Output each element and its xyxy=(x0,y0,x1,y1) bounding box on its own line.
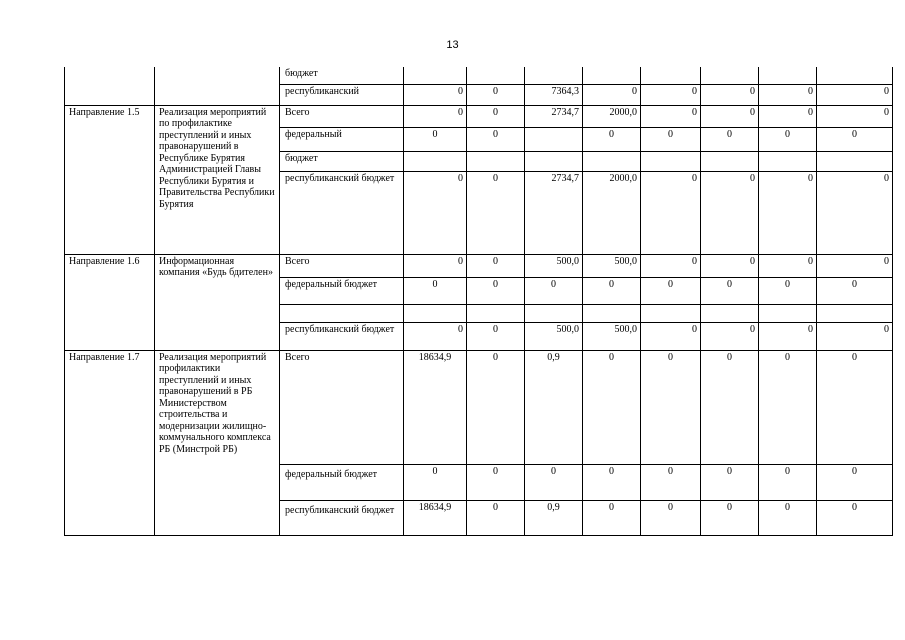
value-cell: 0 xyxy=(583,500,641,535)
direction-cell: Направление 1.6 xyxy=(65,254,155,350)
value-cell: 500,0 xyxy=(525,254,583,277)
value-cell: 0 xyxy=(467,322,525,350)
value-cell: 0 xyxy=(583,127,641,151)
value-cell: 0 xyxy=(701,105,759,127)
direction-cell: Направление 1.7 xyxy=(65,350,155,535)
value-cell: 18634,9 xyxy=(404,350,467,464)
value-cell: 0 xyxy=(817,500,893,535)
value-cell xyxy=(817,304,893,322)
value-cell: 0 xyxy=(467,350,525,464)
value-cell: 0 xyxy=(525,277,583,304)
value-cell: 0 xyxy=(817,350,893,464)
value-cell: 0 xyxy=(817,322,893,350)
value-cell: 18634,9 xyxy=(404,500,467,535)
table-row xyxy=(65,254,893,277)
value-cell xyxy=(759,67,817,84)
value-cell: 0 xyxy=(641,464,701,500)
value-cell: 0 xyxy=(467,105,525,127)
budget-table xyxy=(64,67,893,536)
value-cell: 0 xyxy=(467,464,525,500)
value-cell xyxy=(817,151,893,171)
value-cell: 0 xyxy=(759,127,817,151)
value-cell: 0 xyxy=(641,500,701,535)
value-cell: 0 xyxy=(641,127,701,151)
value-cell: 0 xyxy=(759,171,817,254)
value-cell: 0 xyxy=(404,277,467,304)
value-cell: 0 xyxy=(759,105,817,127)
value-cell: 0 xyxy=(404,322,467,350)
value-cell: 0 xyxy=(404,127,467,151)
value-cell: 0 xyxy=(467,127,525,151)
value-cell: 0 xyxy=(817,84,893,105)
budget-type-cell: республиканский xyxy=(280,84,404,105)
value-cell: 0 xyxy=(701,322,759,350)
value-cell xyxy=(467,304,525,322)
budget-type-cell: республиканский бюджет xyxy=(280,322,404,350)
value-cell xyxy=(641,304,701,322)
value-cell: 0 xyxy=(759,322,817,350)
value-cell: 500,0 xyxy=(583,254,641,277)
value-cell xyxy=(701,151,759,171)
value-cell: 0 xyxy=(404,464,467,500)
value-cell: 0 xyxy=(641,84,701,105)
value-cell xyxy=(525,67,583,84)
value-cell: 0 xyxy=(701,350,759,464)
table-row xyxy=(65,67,893,84)
budget-type-cell: федеральный бюджет xyxy=(280,277,404,304)
value-cell: 7364,3 xyxy=(525,84,583,105)
value-cell: 0 xyxy=(817,254,893,277)
value-cell xyxy=(404,304,467,322)
value-cell xyxy=(467,151,525,171)
value-cell xyxy=(467,67,525,84)
table-row xyxy=(65,105,893,127)
value-cell xyxy=(525,151,583,171)
value-cell: 0 xyxy=(583,464,641,500)
direction-cell xyxy=(65,67,155,105)
value-cell: 0 xyxy=(404,254,467,277)
budget-type-cell: Всего xyxy=(280,254,404,277)
value-cell xyxy=(404,151,467,171)
value-cell: 0,9 xyxy=(525,500,583,535)
value-cell: 2734,7 xyxy=(525,105,583,127)
value-cell: 0 xyxy=(467,254,525,277)
budget-type-cell: Всего xyxy=(280,105,404,127)
value-cell: 0 xyxy=(817,171,893,254)
budget-type-cell: республиканский бюджет xyxy=(280,171,404,254)
value-cell: 2000,0 xyxy=(583,105,641,127)
value-cell: 2000,0 xyxy=(583,171,641,254)
value-cell: 0 xyxy=(759,464,817,500)
value-cell: 0 xyxy=(641,350,701,464)
description-cell: Информационная компания «Будь бдителен» xyxy=(155,254,280,350)
value-cell xyxy=(641,151,701,171)
value-cell: 0 xyxy=(817,277,893,304)
value-cell: 0 xyxy=(404,84,467,105)
value-cell: 0 xyxy=(701,127,759,151)
value-cell: 0,9 xyxy=(525,350,583,464)
value-cell: 0 xyxy=(583,84,641,105)
value-cell: 0 xyxy=(701,171,759,254)
value-cell: 2734,7 xyxy=(525,171,583,254)
direction-cell: Направление 1.5 xyxy=(65,105,155,254)
value-cell: 0 xyxy=(467,84,525,105)
value-cell: 0 xyxy=(701,254,759,277)
budget-type-cell: бюджет xyxy=(280,151,404,171)
value-cell: 0 xyxy=(759,500,817,535)
value-cell: 0 xyxy=(583,277,641,304)
value-cell xyxy=(583,67,641,84)
value-cell: 0 xyxy=(641,254,701,277)
description-cell: Реализация мероприятий профилактики преступлений и иных правонарушений в РБ Министерством строительства и модернизации жилищно-коммунального комплекса РБ (Минстрой РБ) xyxy=(155,350,280,535)
page-number: 13 xyxy=(446,39,459,51)
value-cell: 0 xyxy=(525,464,583,500)
table-row xyxy=(65,350,893,464)
value-cell: 0 xyxy=(817,127,893,151)
value-cell xyxy=(404,67,467,84)
value-cell: 500,0 xyxy=(583,322,641,350)
value-cell: 0 xyxy=(641,105,701,127)
value-cell: 0 xyxy=(701,500,759,535)
description-cell: Реализация мероприятий по профилактике преступлений и иных правонарушений в Республике Бурятия Администрацией Главы Республики Бурятия и Правительства Республики Бурятия xyxy=(155,105,280,254)
value-cell: 0 xyxy=(701,277,759,304)
value-cell: 0 xyxy=(759,277,817,304)
value-cell xyxy=(641,67,701,84)
value-cell: 0 xyxy=(467,500,525,535)
value-cell xyxy=(583,151,641,171)
value-cell: 0 xyxy=(817,464,893,500)
value-cell xyxy=(817,67,893,84)
value-cell xyxy=(759,304,817,322)
value-cell: 0 xyxy=(759,350,817,464)
value-cell: 0 xyxy=(759,84,817,105)
value-cell xyxy=(583,304,641,322)
value-cell: 0 xyxy=(641,171,701,254)
value-cell: 0 xyxy=(641,322,701,350)
description-cell xyxy=(155,67,280,105)
budget-type-cell xyxy=(280,304,404,322)
value-cell: 0 xyxy=(404,171,467,254)
value-cell: 0 xyxy=(759,254,817,277)
value-cell: 0 xyxy=(641,277,701,304)
value-cell: 0 xyxy=(583,350,641,464)
value-cell xyxy=(525,127,583,151)
budget-type-cell: республиканский бюджет xyxy=(280,500,404,535)
value-cell xyxy=(759,151,817,171)
budget-type-cell: бюджет xyxy=(280,67,404,84)
value-cell: 0 xyxy=(701,464,759,500)
value-cell: 0 xyxy=(467,277,525,304)
value-cell: 0 xyxy=(467,171,525,254)
value-cell: 500,0 xyxy=(525,322,583,350)
value-cell xyxy=(525,304,583,322)
value-cell: 0 xyxy=(817,105,893,127)
value-cell: 0 xyxy=(404,105,467,127)
budget-type-cell: федеральный бюджет xyxy=(280,464,404,500)
value-cell: 0 xyxy=(701,84,759,105)
value-cell xyxy=(701,67,759,84)
budget-type-cell: федеральный xyxy=(280,127,404,151)
value-cell xyxy=(701,304,759,322)
budget-type-cell: Всего xyxy=(280,350,404,464)
